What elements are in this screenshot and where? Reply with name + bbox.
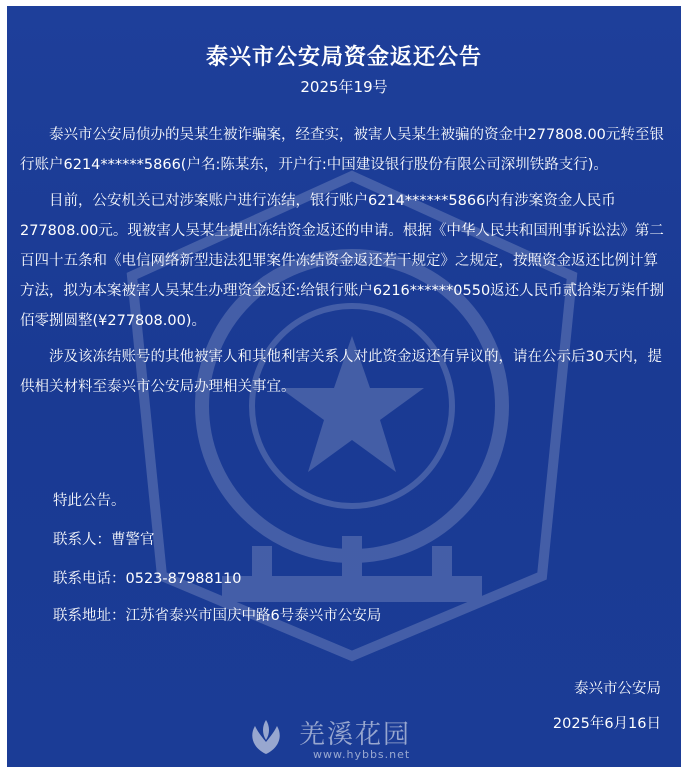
paragraph-objection: 涉及该冻结账号的其他被害人和其他利害关系人对此资金返还有异议的，请在公示后30天内，提供相关材料至泰兴市公安局办理相关事宜。 — [20, 349, 662, 395]
notice-body — [20, 120, 670, 408]
notice-panel — [7, 6, 681, 767]
flower-logo-icon — [243, 714, 289, 760]
issuer-signature: 泰兴市公安局 — [574, 681, 661, 697]
paragraph-case: 泰兴市公安局侦办的吴某生被诈骗案，经查实，被害人吴某生被骗的资金中277808.00元转至银行账户6214******5866(户名:陈某东，开户行:中国建设银行股份有限公司深圳铁路支行)。 — [20, 127, 664, 173]
notice-title: 泰兴市公安局资金返还公告 — [205, 45, 482, 70]
contact-phone: 联系电话：0523-87988110 — [53, 571, 242, 587]
contact-address: 联系地址：江苏省泰兴市国庆中路6号泰兴市公安局 — [53, 608, 382, 624]
contact-person: 联系人：曹警官 — [53, 532, 155, 548]
site-watermark — [243, 710, 453, 766]
watermark-url: www.hybbs.net — [313, 748, 411, 761]
watermark-name: 羌溪花园 — [299, 720, 412, 750]
closing-text: 特此公告。 — [53, 493, 126, 509]
document-number: 2025年19号 — [300, 78, 388, 96]
paragraph-freeze: 目前，公安机关已对涉案账户进行冻结，银行账户6214******5866内有涉案资金人民币277808.00元。现被害人吴某生提出冻结资金返还的申请。根据《中华人民共和国刑事诉讼法》第二百四十五条和《电信网络新型违法犯罪案件冻结资金返还若干规定》之规定，按照资金返还比例计算方法，拟为本案被害人吴某生办理资金返还:给银行账户6216******0550返还人民币贰拾柒万柒仟捌佰零捌圆整(¥277808.00)。 — [20, 193, 665, 329]
issue-date: 2025年6月16日 — [552, 716, 661, 732]
